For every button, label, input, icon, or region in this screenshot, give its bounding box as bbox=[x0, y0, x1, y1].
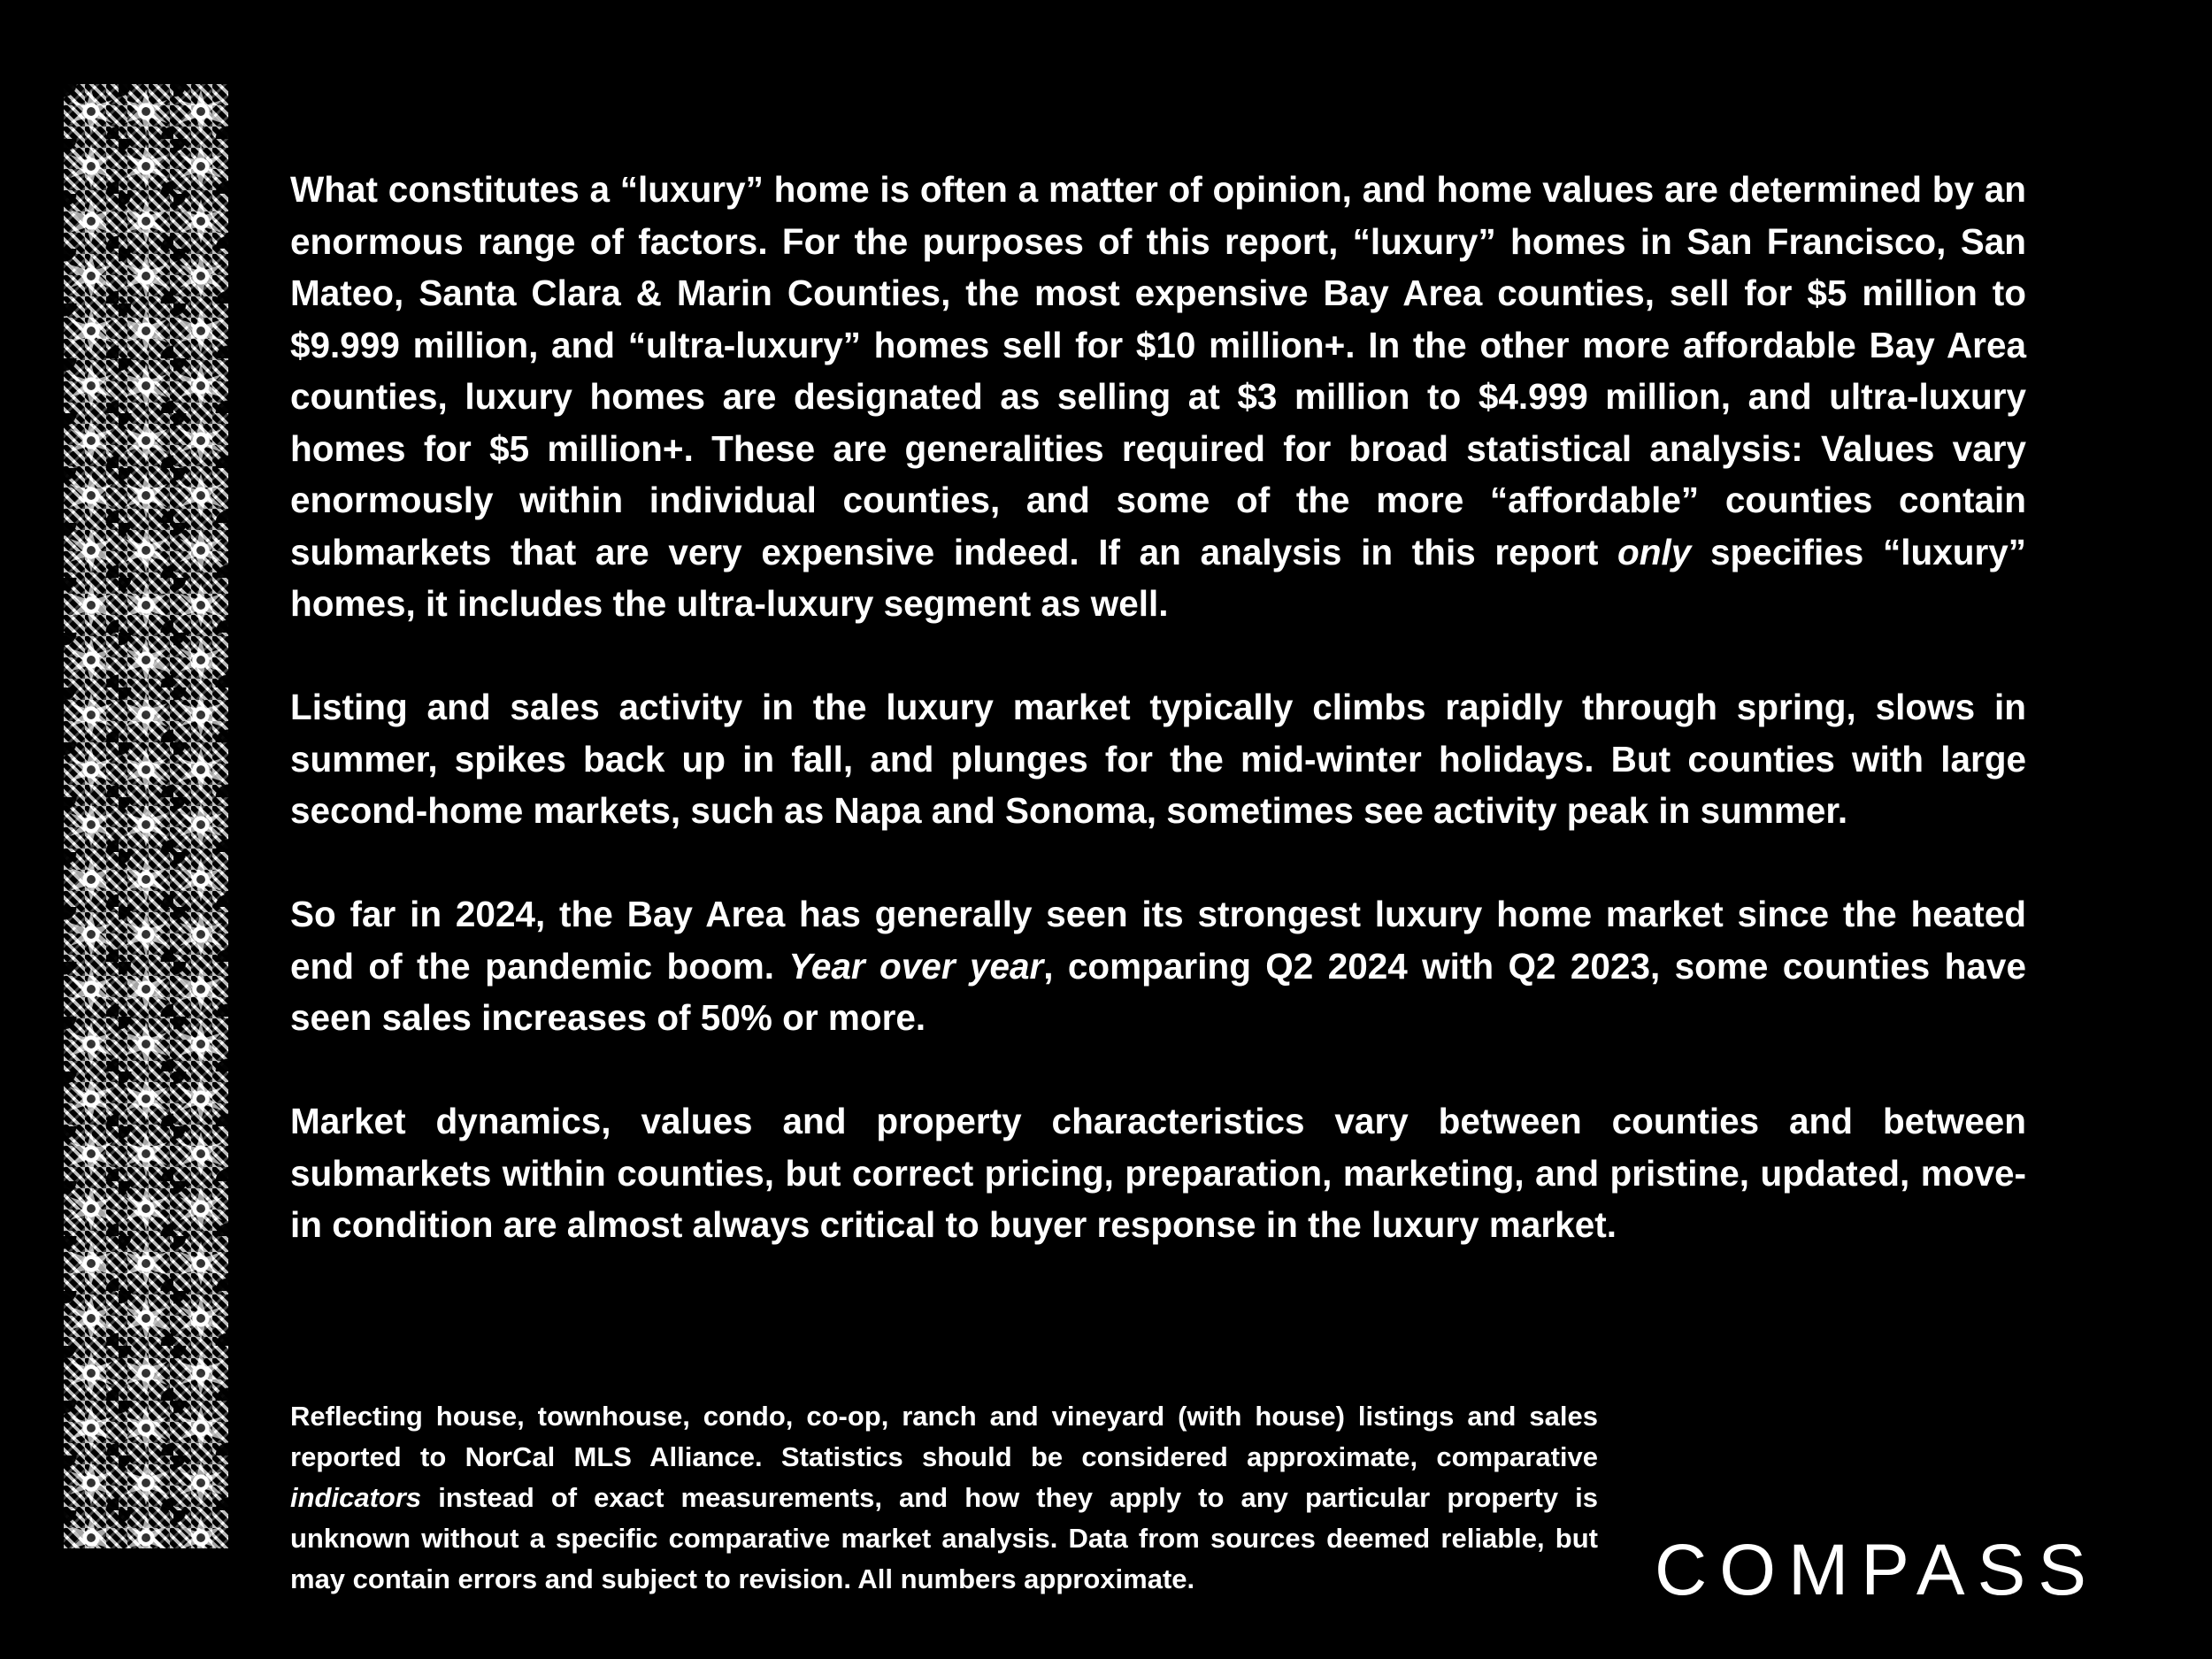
geometric-pattern-icon bbox=[64, 84, 228, 1548]
footnote-disclaimer: Reflecting house, townhouse, condo, co-op, ranch and vineyard (with house) listings and sales reported to NorCal MLS Alliance. Statistics should be considered approximate, comparative indicators instead of exact measurements, and how they apply to any particular property is unknown without a specific comparative market analysis. Data from sources deemed reliable, but may contain errors and subject to revision. All numbers approximate. bbox=[290, 1401, 1598, 1594]
paragraph-market-dynamics: Market dynamics, values and property characteristics vary between counties and between submarkets within counties, but correct pricing, preparation, marketing, and pristine, updated, move-in condition are almost always critical to buyer response in the luxury market. bbox=[290, 1101, 2026, 1245]
paragraph-2024-market: So far in 2024, the Bay Area has generally seen its strongest luxury home market since the heated end of the pandemic boom. Year over year, comparing Q2 2024 with Q2 2023, some counties have seen sales increases of 50% or more. bbox=[290, 894, 2026, 1038]
main-text-block bbox=[290, 164, 2026, 1251]
compass-logo bbox=[1655, 1530, 2099, 1610]
logo-text: COMPASS bbox=[1655, 1530, 2099, 1610]
paragraph-luxury-definition: What constitutes a “luxury” home is often a matter of opinion, and home values are determined by an enormous range of factors. For the purposes of this report, “luxury” homes in San Francisco, San Mateo, Santa Clara & Marin Counties, the most expensive Bay Area counties, sell for $5 million to $9.999 million, and “ultra-luxury” homes sell for $10 million+. In the other more affordable Bay Area counties, luxury homes are designated as selling at $3 million to $4.999 million, and ultra-luxury homes for $5 million+. These are generalities required for broad statistical analysis: Values vary enormously within individual counties, and some of the more “affordable” counties contain submarkets that are very expensive indeed. If an analysis in this report only specifies “luxury” homes, it includes the ultra-luxury segment as well. bbox=[290, 169, 2027, 624]
paragraph-seasonality: Listing and sales activity in the luxury market typically climbs rapidly through spring, slows in summer, spikes back up in fall, and plunges for the mid-winter holidays. But counties with large second-home markets, such as Napa and Sonoma, sometimes see activity peak in summer. bbox=[290, 687, 2026, 831]
decorative-pattern-strip bbox=[64, 84, 228, 1548]
